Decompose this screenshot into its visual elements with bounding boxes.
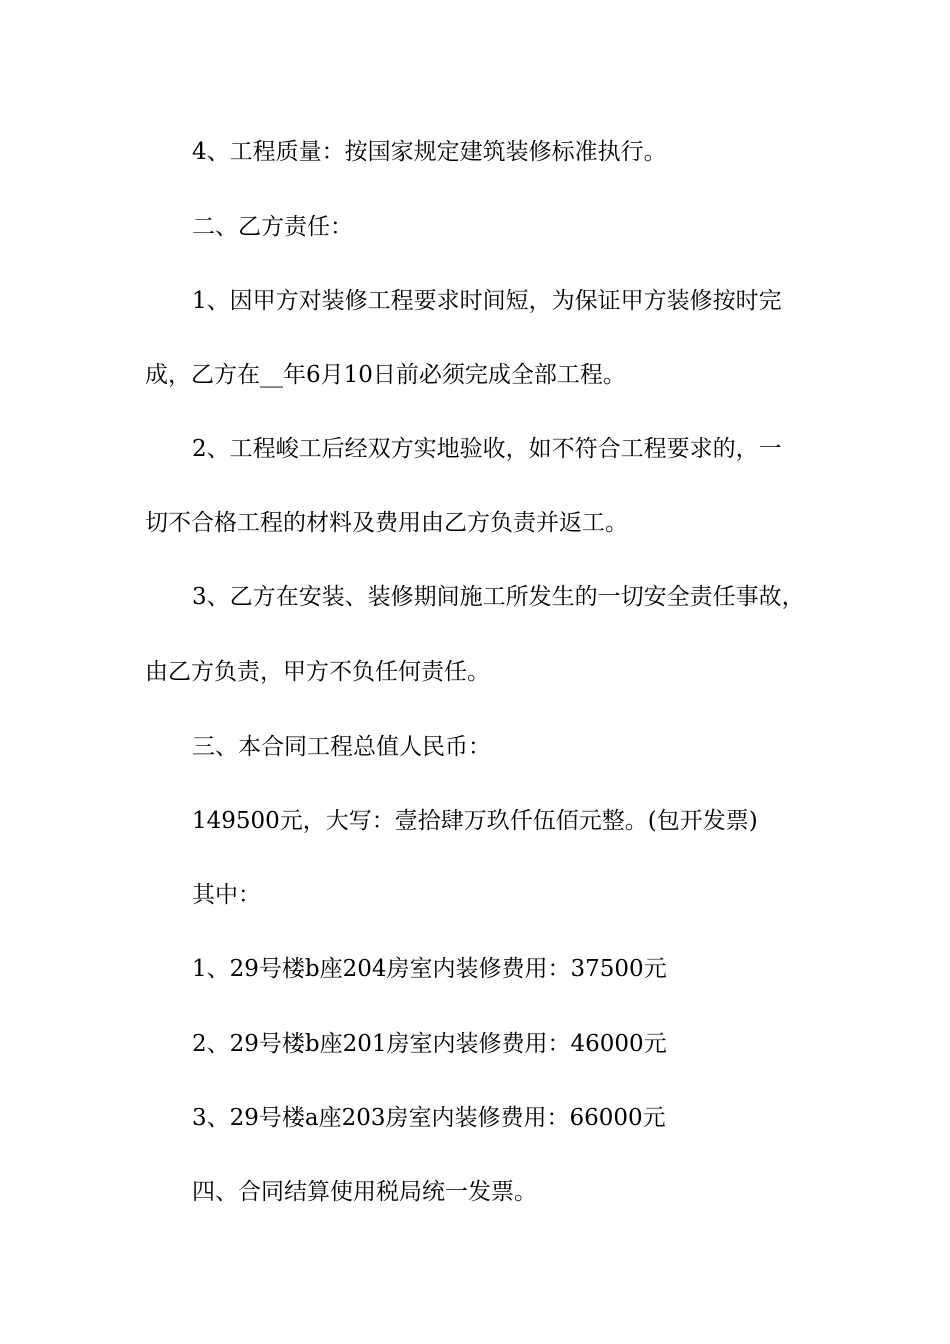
clause-b2-line2: 切不合格工程的材料及费用由乙方负责并返工。 [145,510,628,536]
breakdown-item-3: 3、29号楼a座203房室内装修费用：66000元 [192,1105,666,1131]
breakdown-item-2: 2、29号楼b座201房室内装修费用：46000元 [192,1031,667,1057]
clause-b1-line1: 1、因甲方对装修工程要求时间短，为保证甲方装修按时完 [192,288,782,314]
clause-b3-line1: 3、乙方在安装、装修期间施工所发生的一切安全责任事故， [192,584,805,610]
breakdown-heading: 其中： [192,882,261,908]
clause-b2-line1: 2、工程峻工后经双方实地验收，如不符合工程要求的，一 [192,436,782,462]
clause-b3-line2: 由乙方负责，甲方不负任何责任。 [145,659,490,685]
total-amount: 149500元，大写：壹拾肆万玖仟伍佰元整。(包开发票) [192,808,758,834]
clause-quality: 4、工程质量：按国家规定建筑装修标准执行。 [192,139,667,165]
section-heading-invoice: 四、合同结算使用税局统一发票。 [192,1179,537,1205]
clause-b1-line2: 成，乙方在__年6月10日前必须完成全部工程。 [145,362,626,388]
section-heading-party-b: 二、乙方责任： [192,214,353,240]
section-heading-total-value: 三、本合同工程总值人民币： [192,734,491,760]
breakdown-item-1: 1、29号楼b座204房室内装修费用：37500元 [192,956,667,982]
